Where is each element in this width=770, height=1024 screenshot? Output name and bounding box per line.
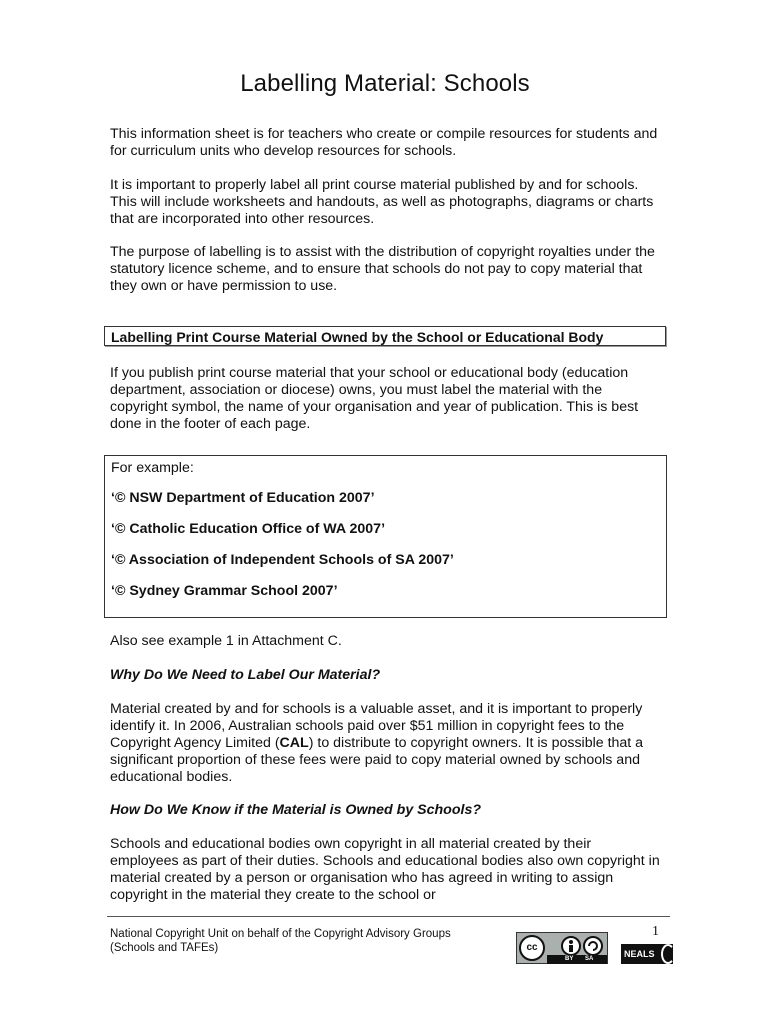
section-heading-box: Labelling Print Course Material Owned by the School or Educational Body xyxy=(104,326,666,346)
neals-arc-icon xyxy=(661,944,675,964)
intro-paragraph-2: It is important to properly label all print course material published by and for schools. This will include worksheets and handouts, as well as photographs, diagrams or charts that are incorporated into other resources. xyxy=(110,177,654,227)
cc-logo-icon: cc xyxy=(519,935,545,961)
intro-paragraph-3: The purpose of labelling is to assist with the distribution of copyright royalties under the statutory licence scheme, and to ensure that schools do not pay to copy material that they own or have permission to use. xyxy=(110,244,655,294)
example-box xyxy=(104,455,667,618)
footer-text xyxy=(110,927,451,955)
neals-label: NEALS xyxy=(624,949,655,959)
example-item: ‘© Association of Independent Schools of SA 2007’ xyxy=(111,552,454,568)
why-text-before: Material created by and for schools is a valuable asset, and it is important to properly identify it. In 2006, Australian schools paid over $51 million in copyright fees to the Copyright Agency Limited ( xyxy=(110,701,643,751)
how-heading: How Do We Know if the Material is Owned by Schools? xyxy=(110,802,482,818)
cal-abbreviation: CAL xyxy=(279,735,309,751)
section-paragraph: If you publish print course material that your school or educational body (education department, association or diocese) owns, you must label the material with the copyright symbol, the name of your organisation and year of publication. This is best done in the footer of each page. xyxy=(110,365,639,432)
license-bar xyxy=(547,955,607,964)
intro-paragraph-1: This information sheet is for teachers who create or compile resources for students and for curriculum units who develop resources for schools. xyxy=(110,126,658,159)
footer-line-2: (Schools and TAFEs) xyxy=(110,942,219,954)
sa-label: SA xyxy=(585,956,594,962)
attribution-icon xyxy=(561,936,581,956)
how-paragraph: Schools and educational bodies own copyright in all material created by their employees as part of their duties. Schools and educational bodies also own copyright in material created by a person or organisation who has agreed in writing to assign copyright in the material they create to the school or xyxy=(110,836,660,903)
neals-logo xyxy=(621,944,673,964)
by-label: BY xyxy=(565,956,574,962)
example-item: ‘© NSW Department of Education 2007’ xyxy=(111,490,375,506)
also-see-text: Also see example 1 in Attachment C. xyxy=(110,633,342,649)
page-title: Labelling Material: Schools xyxy=(240,70,530,97)
why-text-after: ) to distribute to copyright owners. It is possible that a significant proportion of these fees were paid to copy material owned by schools and educational bodies. xyxy=(110,735,644,785)
creative-commons-icon xyxy=(516,932,608,964)
share-alike-icon xyxy=(583,936,603,956)
footer-line-1: National Copyright Unit on behalf of the Copyright Advisory Groups xyxy=(110,928,451,940)
why-paragraph xyxy=(110,701,660,786)
example-item: ‘© Sydney Grammar School 2007’ xyxy=(111,583,338,599)
why-heading: Why Do We Need to Label Our Material? xyxy=(110,667,381,683)
example-label: For example: xyxy=(111,460,194,476)
page-number: 1 xyxy=(652,924,659,939)
footer-divider xyxy=(107,916,670,917)
example-item: ‘© Catholic Education Office of WA 2007’ xyxy=(111,521,386,537)
